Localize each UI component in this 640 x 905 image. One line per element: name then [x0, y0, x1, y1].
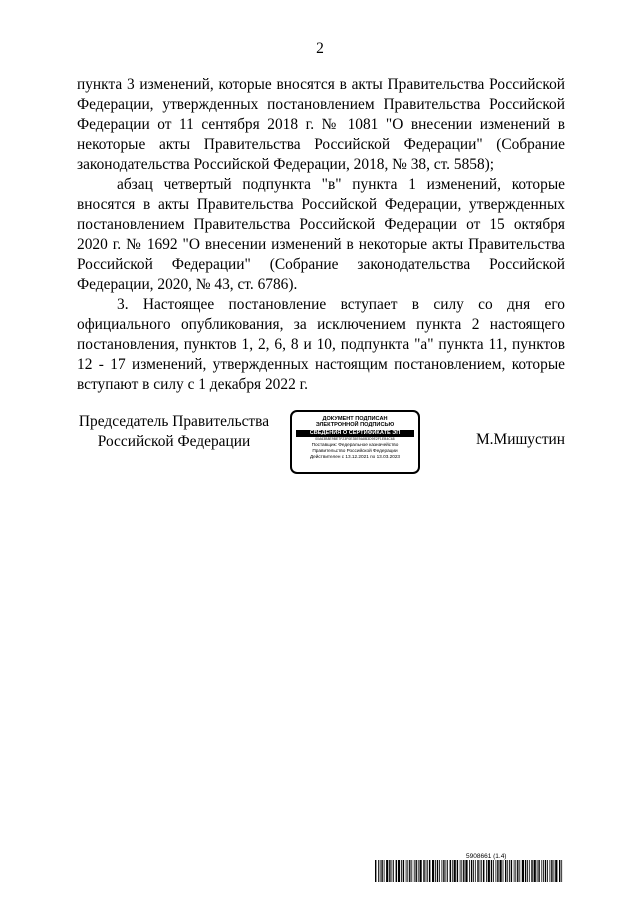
- barcode-bar: [519, 860, 520, 882]
- barcode-bar: [426, 860, 427, 882]
- barcode-bar: [561, 860, 562, 882]
- barcode-bar: [515, 860, 516, 882]
- barcode-bar: [463, 860, 464, 882]
- barcode-bar: [427, 860, 428, 882]
- barcode-bar: [541, 860, 542, 882]
- signatory-title-line2: Российской Федерации: [97, 433, 251, 450]
- barcode-bar: [450, 860, 451, 882]
- barcode-bar: [497, 860, 498, 882]
- stamp-serial: 00A63B8E9BE7F23F0E35E9A8B3D9E2F1EB4C68: [315, 436, 395, 441]
- barcode-bar: [381, 860, 382, 882]
- barcode-bar: [514, 860, 515, 882]
- barcode-bar: [398, 860, 400, 882]
- barcode-bar: [461, 860, 462, 882]
- signatory-name: М.Мишустин: [476, 431, 566, 448]
- barcode: [375, 860, 563, 882]
- stamp-header: [292, 416, 418, 429]
- barcode-bar: [439, 860, 440, 882]
- paragraph-1: пункта 3 изменений, которые вносятся в акты Правительства Российской Федерации, утвержденных постановлением Правительства Российской Федерации от 11 сентября 2018 г. № 1081 "О внесении изменений в некоторые акты Правительства Российской Федерации" (Собрание законодательства Российской Федерации, 2018, № 38, ст. 5858);: [77, 76, 565, 173]
- barcode-bar: [534, 860, 536, 882]
- paragraph-2: абзац четвертый подпункта "в" пункта 1 изменений, которые вносятся в акты Правительства Российской Федерации, утвержденных постановлением Правительства Российской Федерации от 15 октября 2020 г. № 1692 "О внесении изменений в некоторые акты Правительства Российской Федерации" (Собрание законодательства Российской Федерации, 2020, № 43, ст. 6786).: [77, 176, 565, 293]
- barcode-bar: [418, 860, 419, 882]
- stamp-line2: ЭЛЕКТРОННОЙ ПОДПИСЬЮ: [315, 422, 395, 429]
- barcode-bar: [454, 860, 456, 882]
- barcode-bar: [493, 860, 494, 882]
- barcode-bar: [460, 860, 461, 882]
- barcode-bar: [522, 860, 524, 882]
- document-code: 5908661 (1.4): [466, 853, 507, 860]
- barcode-bar: [442, 860, 443, 882]
- barcode-bar: [409, 860, 410, 882]
- page-number: 2: [316, 40, 324, 57]
- barcode-bar: [473, 860, 474, 882]
- barcode-bar: [525, 860, 526, 882]
- barcode-bar: [435, 860, 436, 882]
- barcode-bar: [503, 860, 504, 882]
- barcode-bar: [411, 860, 412, 882]
- barcode-bar: [429, 860, 430, 882]
- barcode-bar: [452, 860, 453, 882]
- barcode-bar: [420, 860, 422, 882]
- barcode-bar: [477, 860, 478, 882]
- barcode-bar: [393, 860, 394, 882]
- barcode-bar: [543, 860, 544, 882]
- barcode-bar: [475, 860, 476, 882]
- barcode-bar: [537, 860, 538, 882]
- barcode-bar: [386, 860, 388, 882]
- stamp-owner: Правительство Российской Федерации: [312, 447, 398, 453]
- barcode-bar: [378, 860, 379, 882]
- barcode-bar: [416, 860, 417, 882]
- barcode-bar: [392, 860, 393, 882]
- barcode-bar: [488, 860, 490, 882]
- barcode-bar: [491, 860, 492, 882]
- barcode-bar: [403, 860, 404, 882]
- signatory-title: [74, 412, 274, 452]
- barcode-bar: [457, 860, 458, 882]
- barcode-bar: [401, 860, 402, 882]
- barcode-bar: [517, 860, 518, 882]
- barcode-bar: [389, 860, 390, 882]
- barcode-bar: [469, 860, 470, 882]
- stamp-supplier: Поставщик: Федеральное казначейство: [311, 441, 399, 447]
- barcode-bar: [529, 860, 530, 882]
- barcode-bar: [446, 860, 447, 882]
- barcode-bar: [486, 860, 487, 882]
- barcode-bar: [538, 860, 539, 882]
- barcode-bar: [375, 860, 376, 882]
- signatory-title-line1: Председатель Правительства: [78, 413, 270, 430]
- barcode-bar: [384, 860, 385, 882]
- barcode-bar: [507, 860, 508, 882]
- barcode-bar: [559, 860, 560, 882]
- barcode-bar: [551, 860, 552, 882]
- barcode-bar: [380, 860, 381, 882]
- barcode-bar: [531, 860, 532, 882]
- barcode-bar: [550, 860, 551, 882]
- barcode-bar: [481, 860, 482, 882]
- barcode-bar: [396, 860, 397, 882]
- barcode-bar: [554, 860, 555, 882]
- paragraph-3: 3. Настоящее постановление вступает в силу со дня его официального опубликования, за исключением пункта 2 настоящего постановления, пунктов 1, 2, 6, 8 и 10, подпункта "а" пункта 11, пунктов 12 - 17 изменений, утвержденных настоящим постановлением, которые вступают в силу с 1 декабря 2022 г.: [77, 296, 565, 393]
- stamp-banner: СВЕДЕНИЯ О СЕРТИФИКАТЕ ЭП: [296, 430, 414, 437]
- electronic-signature-stamp: [290, 410, 420, 474]
- barcode-bar: [447, 860, 448, 882]
- barcode-bar: [547, 860, 548, 882]
- barcode-bar: [465, 860, 467, 882]
- barcode-bar: [443, 860, 444, 882]
- barcode-bar: [527, 860, 528, 882]
- barcode-bar: [545, 860, 546, 882]
- barcode-bar: [509, 860, 510, 882]
- barcode-bar: [483, 860, 484, 882]
- barcode-bar: [496, 860, 497, 882]
- barcode-bar: [511, 860, 512, 882]
- barcode-bar: [423, 860, 424, 882]
- barcode-bar: [414, 860, 415, 882]
- barcode-bar: [432, 860, 434, 882]
- stamp-line1: ДОКУМЕНТ ПОДПИСАН: [322, 416, 388, 422]
- barcode-bar: [437, 860, 438, 882]
- barcode-bar: [505, 860, 506, 882]
- stamp-validity: Действителен с 13.12.2021 по 13.03.2023: [309, 453, 401, 459]
- barcode-bar: [407, 860, 408, 882]
- barcode-bar: [471, 860, 472, 882]
- document-body: [77, 75, 565, 395]
- barcode-bar: [500, 860, 502, 882]
- barcode-bar: [480, 860, 481, 882]
- barcode-bar: [555, 860, 557, 882]
- barcode-bar: [406, 860, 407, 882]
